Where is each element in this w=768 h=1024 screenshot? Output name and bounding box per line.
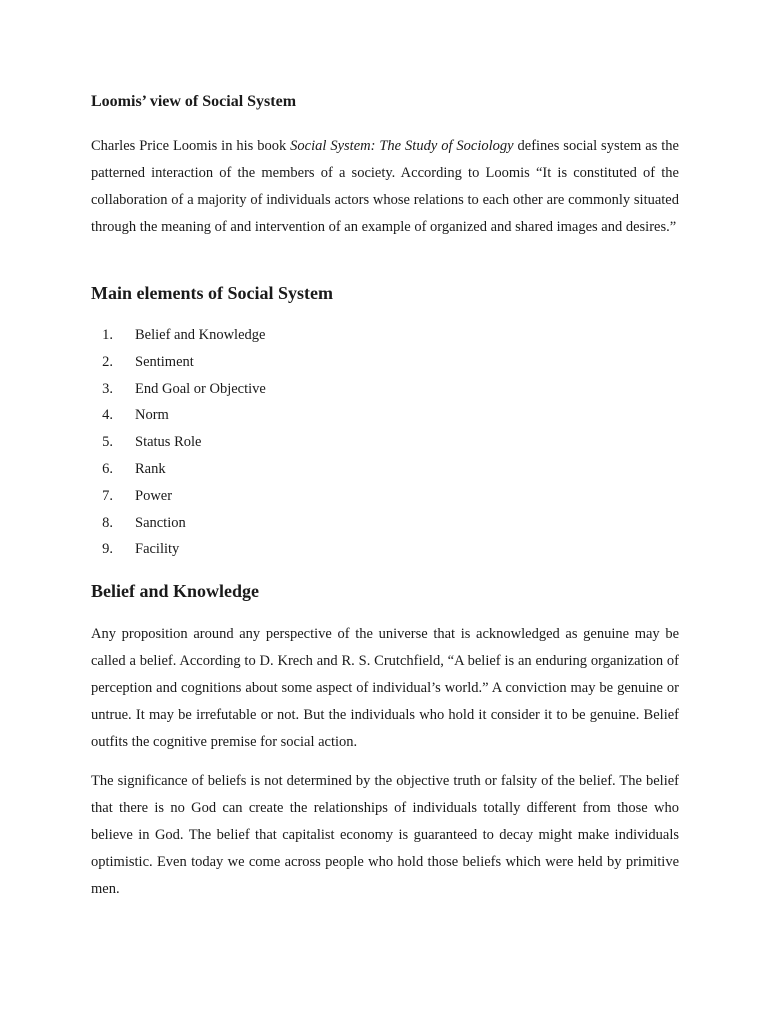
list-item xyxy=(91,536,266,563)
list-label: Norm xyxy=(135,407,169,424)
list-number: 1. xyxy=(102,327,113,343)
list-number: 6. xyxy=(102,460,113,477)
paragraph-loomis-definition xyxy=(91,133,679,241)
list-number: 8. xyxy=(102,514,113,531)
list-number: 2. xyxy=(102,353,113,370)
heading-belief-knowledge: Belief and Knowledge xyxy=(91,581,260,601)
list-label: Sanction xyxy=(135,514,186,531)
list-item xyxy=(91,429,266,456)
list-number: 7. xyxy=(102,487,113,504)
list-number: 5. xyxy=(102,434,113,451)
heading-main-elements: Main elements of Social System xyxy=(91,283,333,303)
paragraph-belief-definition: Any proposition around any perspective of the universe that is acknowledged as genuine may be called a belief. According to D. Krech and R. S. Crutchfield, “A belief is an enduring organization of perception and cognitions about some aspect of individual’s world.” A conviction may be genuine or untrue. It may be irrefutable or not. But the individuals who hold it consider it to be genuine. Belief outfits the cognitive premise for social action. xyxy=(91,626,679,750)
list-label: Power xyxy=(135,487,173,504)
loomis-text-end: defines social system as the patterned interaction of the members of a society. According to Loomis “It is constituted of the collaboration of a majority of individuals actors whose relations to each other are commonly situated through the meaning of and intervention of an example of organized and shared images and desires.” xyxy=(91,138,679,235)
book-title: Social System: The Study of Sociology xyxy=(290,138,514,154)
list-item xyxy=(91,322,266,349)
paragraph-belief-significance: The significance of beliefs is not determined by the objective truth or falsity of the belief. The belief that there is no God can create the relationships of individuals totally different from those who believe in God. The belief that capitalist economy is guaranteed to decay might make individuals optimistic. Even today we come across people who hold those beliefs which were held by primitive men. xyxy=(91,773,679,897)
list-item xyxy=(91,483,266,510)
list-number: 4. xyxy=(102,407,113,424)
elements-list xyxy=(91,322,266,563)
list-label: Belief and Knowledge xyxy=(135,327,266,343)
list-item xyxy=(91,510,266,537)
loomis-text-start: Charles Price Loomis in his book xyxy=(91,138,291,154)
list-label: Sentiment xyxy=(135,353,194,370)
list-item xyxy=(91,456,266,483)
list-number: 9. xyxy=(102,541,113,558)
heading-loomis-view: Loomis’ view of Social System xyxy=(91,93,297,110)
list-item xyxy=(91,349,266,376)
list-number: 3. xyxy=(102,380,113,397)
list-label: Status Role xyxy=(135,434,202,451)
list-item xyxy=(91,376,266,403)
list-label: Facility xyxy=(135,541,180,558)
list-item xyxy=(91,402,266,429)
list-label: Rank xyxy=(135,460,166,477)
list-label: End Goal or Objective xyxy=(135,380,266,397)
